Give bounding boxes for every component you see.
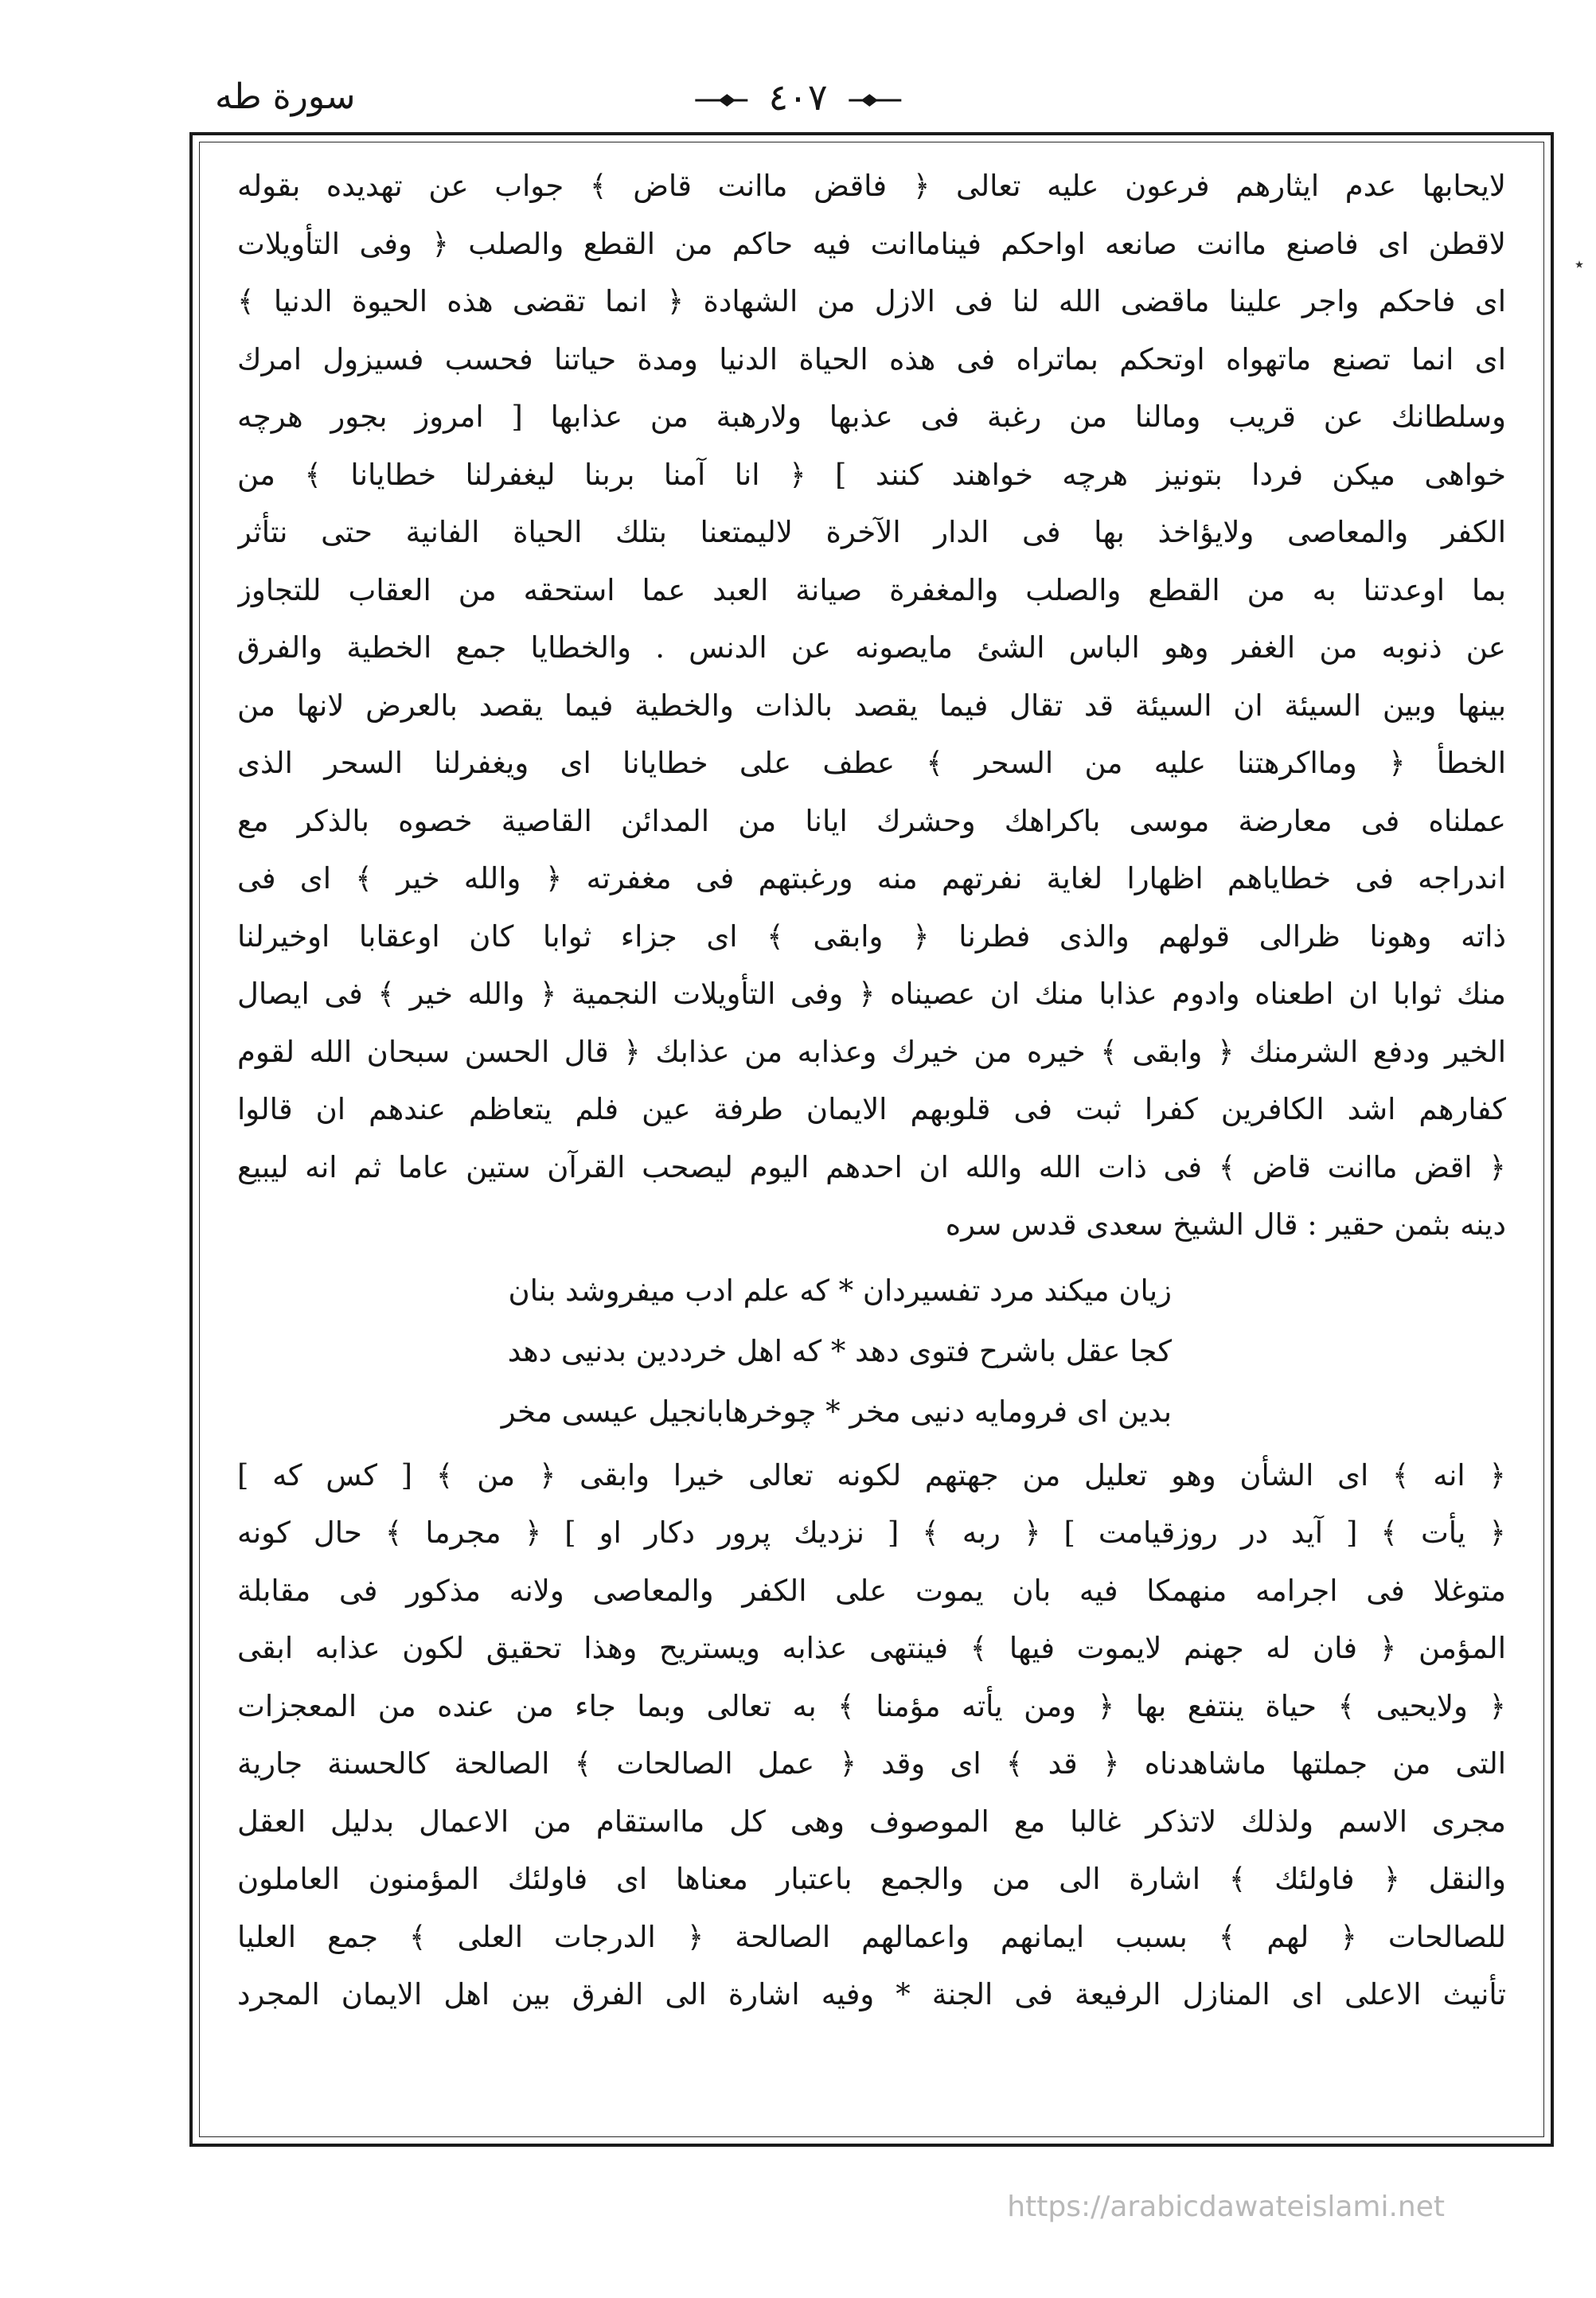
text-line: منك ثوابا ان اطعناه وادوم عذابا منك ان عصيناه ﴿ وفى التأويلات النجمية ﴿ والله خير ﴾ فى ايصال [237, 977, 1506, 1011]
text-line: التى من جملتها ماشاهدناه ﴿ قد ﴾ اى وقد ﴿ عمل الصالحات ﴾ الصالحة كالحسنة جارية [237, 1746, 1506, 1781]
poem-verses [237, 1261, 1506, 1442]
watermark-url: https://arabicdawateislami.net [1007, 2191, 1445, 2223]
poem-verse: زيان ميكند مرد تفسيردان * كه علم ادب ميفروشد بنان [508, 1273, 1172, 1308]
text-line: المؤمن ﴿ فان له جهنم لايموت فيها ﴾ فينتهى عذابه ويستريح وهذا تحقيق لكون عذابه ابقى [237, 1631, 1506, 1665]
text-line: كفارهم اشد الكافرين كفرا ثبت فى قلوبهم الايمان طرفة عين فلم يتعاظم عندهم ان قالوا [237, 1092, 1506, 1126]
text-line: اى انما تصنع ماتهواه اوتحكم بماتراه فى هذه الحياة الدنيا ومدة حياتنا فحسب فسيزول امرك [237, 341, 1506, 376]
text-line: عن ذنوبه من الغفر وهو الباس الشئ مايصونه عن الدنس . والخطايا جمع الخطية والفرق [237, 630, 1506, 665]
text-line: الخير ودفع الشرمنك ﴿ وابقى ﴾ خيره من خيرك وعذابه من عذابك ﴿ قال الحسن سبحان الله لقوم [237, 1034, 1506, 1069]
text-line: متوغلا فى اجرامه منهمكا فيه بان يموت على الكفر والمعاصى ولانه مذكور فى مقابلة [237, 1573, 1506, 1608]
text-line: خواهى ميكن فردا بتونيز هرچه خواهند كنند ] ﴿ انا آمنا بربنا ليغفرلنا خطايانا ﴾ من [237, 457, 1506, 492]
text-line: بما اوعدتنا به من القطع والصلب والمغفرة صيانة العبد عما استحقه من العقاب للتجاوز [237, 572, 1506, 607]
ornament-right-icon [693, 94, 749, 107]
text-line: ﴿ يأت ﴾ [ آيد در روزقيامت ] ﴿ ربه ﴾ [ نزديك پرور دكار او ] ﴿ مجرما ﴾ حال كونه [237, 1516, 1506, 1550]
text-line: بينها وبين السيئة ان السيئة قد تقال فيما يقصد بالذات والخطية فيما يقصد بالعرض لانها من [237, 688, 1506, 723]
text-line: للصالحات ﴿ لهم ﴾ بسبب ايمانهم واعمالهم الصالحة ﴿ الدرجات العلى ﴾ جمع العليا [237, 1919, 1506, 1954]
ornament-left-icon [847, 94, 903, 107]
text-line: والنقل ﴿ فاولئك ﴾ اشارة الى من والجمع باعتبار معناها اى فاولئك المؤمنون العاملون [237, 1862, 1506, 1896]
text-line: ﴿ ولايحيى ﴾ حياة ينتفع بها ﴿ ومن يأته مؤمنا ﴾ به تعالى وبما جاء من عنده من المعجزات [237, 1688, 1506, 1723]
margin-mark: ٭ [1575, 255, 1584, 275]
page-frame [189, 132, 1554, 2147]
main-text [237, 158, 1506, 2024]
surah-name: سورة طه [215, 76, 356, 117]
text-line: تأنيث الاعلى اى المنازل الرفيعة فى الجنة * وفيه اشارة الى الفرق بين اهل الايمان المجرد [237, 1977, 1506, 2011]
page-header [191, 73, 1405, 121]
text-line: لايحابها عدم ايثارهم فرعون عليه تعالى ﴿ فاقض ماانت قاض ﴾ جواب عن تهديده بقوله [237, 169, 1506, 203]
text-line: وسلطانك عن قريب ومالنا من رغبة فى عذبها ولارهبة من عذابها [ امروز بجور هرچه [237, 400, 1506, 434]
text-line: ﴿ اقض ماانت قاض ﴾ فى ذات الله والله ان احدهم اليوم ليصحب القرآن ستين عاما ثم انه ليبيع [237, 1149, 1506, 1184]
poem-verse: بدين اى فرومايه دنيى مخر * چوخرهابانجيل عيسى مخر [501, 1394, 1172, 1429]
text-line: دينه بثمن حقير : قال الشيخ سعدى قدس سره [945, 1208, 1506, 1242]
text-line: ﴿ انه ﴾ اى الشأن وهو تعليل من جهتهم لكونه تعالى خيرا وابقى ﴿ من ﴾ [ كس كه ] [237, 1457, 1506, 1492]
text-line: لاقطن اى فاصنع ماانت صانعه اواحكم فيناماانت فيه حاكم من القطع والصلب ﴿ وفى التأويلات [237, 226, 1506, 261]
text-line: الخطأ ﴿ ومااكرهتنا عليه من السحر ﴾ عطف على خطايانا اى ويغفرلنا السحر الذى [237, 746, 1506, 780]
text-line: الكفر والمعاصى ولايؤاخذ بها فى الدار الآخرة لاليمتعنا بتلك الحياة الفانية حتى نتأثر [237, 515, 1506, 549]
text-line: اى فاحكم واجر علينا ماقضى الله لنا فى الازل من الشهادة ﴿ انما تقضى هذه الحيوة الدنيا ﴾ [237, 284, 1506, 318]
text-line: مجرى الاسم ولذلك لاتذكر غالبا مع الموصوف وهى كل مااستقام من الاعمال بدليل العقل [237, 1804, 1506, 1839]
text-line: اندراجه فى خطاياهم اظهارا لغاية نفرتهم منه ورغبتهم فى مغفرته ﴿ والله خير ﴾ اى فى [237, 861, 1506, 895]
text-line: عملناه فى معارضة موسى باكراهك وحشرك ايانا من المدائن القاصية خصوه بالذكر مع [237, 803, 1506, 838]
page-number [685, 73, 911, 121]
page-number-text: ٤٠٧ [768, 76, 828, 119]
poem-verse: كجا عقل باشرح فتوى دهد * كه اهل خرددين بدنيى دهد [507, 1333, 1172, 1368]
text-line: ذاته وهونا ظرالى قولهم والذى فطرنا ﴿ وابقى ﴾ اى جزاء ثوابا كان اوعقابا اوخيرلنا [237, 919, 1506, 954]
